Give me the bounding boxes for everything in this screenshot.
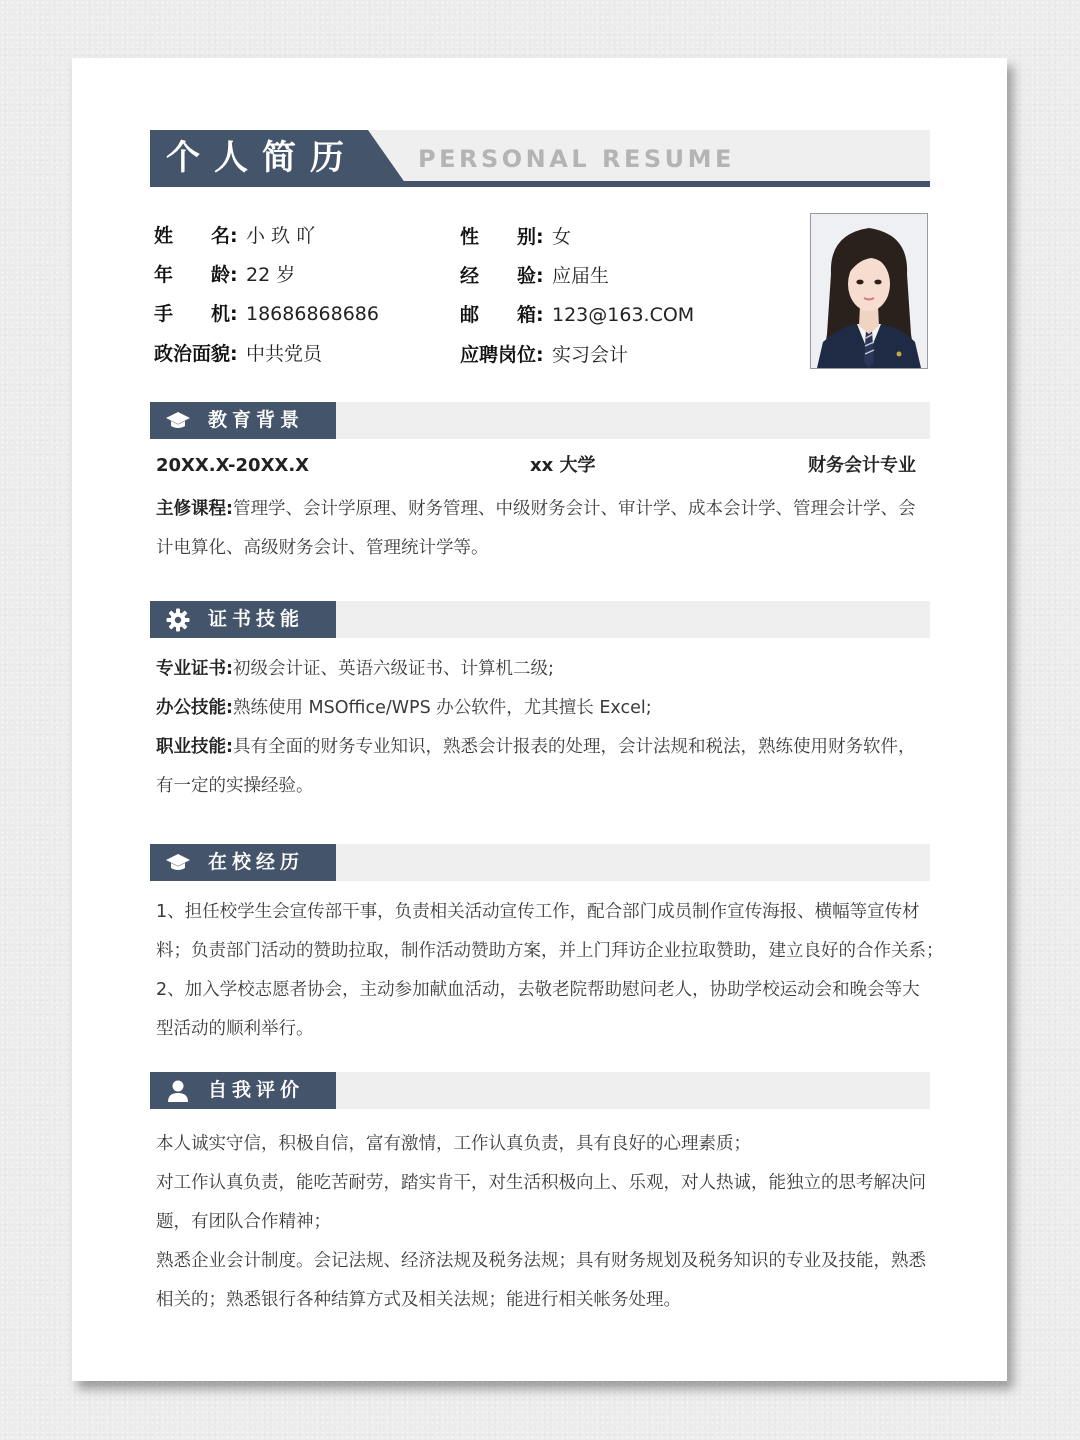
cert-label: 专业证书: [156, 659, 233, 679]
campus-header [150, 844, 336, 881]
skills-cert [156, 650, 554, 689]
header-underline [150, 181, 930, 187]
resume-title-english: PERSONAL RESUME [418, 145, 735, 173]
graduation-cap-icon [166, 409, 190, 433]
info-gender [460, 222, 571, 252]
politics-value: 中共党员 [246, 343, 323, 365]
info-phone [154, 299, 379, 329]
pro-value: 具有全面的财务专业知识，熟悉会计报表的处理，会计法规和税法，熟练使用财务软件， [233, 737, 916, 757]
education-header [150, 402, 336, 439]
skills-pro-line2: 有一定的实操经验。 [156, 776, 314, 796]
position-label: 应聘岗位: [460, 344, 544, 366]
campus-line: 1、担任校学生会宣传部干事，负责相关活动宣传工作，配合部门成员制作宣传海报、横幅等宣传材 [156, 902, 920, 922]
office-value: 熟练使用 MSOffice/WPS 办公软件，尤其擅长 Excel; [233, 698, 652, 718]
graduation-cap-icon [166, 851, 190, 875]
age-label: 年 龄: [154, 264, 238, 286]
phone-label: 手 机: [154, 303, 238, 325]
self-header [150, 1072, 336, 1109]
self-line: 对工作认真负责，能吃苦耐劳，踏实肯干，对生活积极向上、乐观，对人热诚，能独立的思考解决问 [156, 1173, 926, 1193]
portrait-image [811, 214, 927, 368]
name-value: 小 玖 吖 [246, 225, 316, 247]
skills-pro-line1 [156, 728, 916, 767]
education-title: 教育背景 [208, 409, 305, 431]
experience-label: 经 验: [460, 265, 544, 287]
info-position [460, 340, 628, 370]
name-label: 姓 名: [154, 225, 238, 247]
office-label: 办公技能: [156, 698, 233, 718]
courses-text: 管理学、会计学原理、财务管理、中级财务会计、审计学、成本会计学、管理会计学、会 [233, 499, 916, 519]
skills-header [150, 601, 336, 638]
education-period: 20XX.X-20XX.X [156, 455, 310, 476]
info-experience [460, 261, 609, 291]
info-name [154, 221, 315, 251]
self-line: 相关的；熟悉银行各种结算方式及相关法规；能进行相关帐务处理。 [156, 1290, 681, 1310]
gender-label: 性 别: [460, 226, 544, 248]
education-courses-line1 [156, 490, 916, 529]
self-line: 熟悉企业会计制度。会记法规、经济法规及税务法规；具有财务规划及税务知识的专业及技能，熟悉 [156, 1251, 926, 1271]
gender-value: 女 [552, 226, 572, 248]
email-label: 邮 箱: [460, 304, 544, 326]
skills-office [156, 689, 652, 728]
info-politics [154, 339, 322, 369]
user-icon [166, 1079, 190, 1103]
education-courses-line2: 计电算化、高级财务会计、管理统计学等。 [156, 538, 489, 558]
education-row [156, 451, 916, 481]
campus-title: 在校经历 [208, 851, 305, 873]
profile-photo [810, 213, 928, 369]
gear-icon [166, 608, 190, 632]
campus-line: 2、加入学校志愿者协会，主动参加献血活动，去敬老院帮助慰问老人，协助学校运动会和晚会等大 [156, 980, 920, 1000]
pro-label: 职业技能: [156, 737, 233, 757]
email-value: 123@163.COM [552, 304, 695, 326]
experience-value: 应届生 [552, 265, 610, 287]
age-value: 22 岁 [246, 264, 296, 286]
resume-page [72, 58, 1007, 1381]
education-school: xx 大学 [530, 455, 596, 476]
politics-label: 政治面貌: [154, 343, 238, 365]
info-age [154, 260, 295, 290]
campus-line: 料；负责部门活动的赞助拉取，制作活动赞助方案，并上门拜访企业拉取赞助，建立良好的合作关系； [156, 941, 944, 961]
self-line: 题，有团队合作精神； [156, 1212, 331, 1232]
skills-title: 证书技能 [208, 608, 305, 630]
self-line: 本人诚实守信，积极自信，富有激情，工作认真负责，具有良好的心理素质； [156, 1134, 751, 1154]
position-value: 实习会计 [552, 344, 629, 366]
self-title: 自我评价 [208, 1079, 305, 1101]
phone-value: 18686868686 [246, 303, 379, 325]
info-email [460, 300, 694, 330]
courses-label: 主修课程: [156, 499, 233, 519]
campus-line: 型活动的顺利举行。 [156, 1019, 314, 1039]
education-major: 财务会计专业 [808, 455, 916, 476]
resume-title: 个人简历 [166, 138, 358, 178]
cert-value: 初级会计证、英语六级证书、计算机二级; [233, 659, 554, 679]
